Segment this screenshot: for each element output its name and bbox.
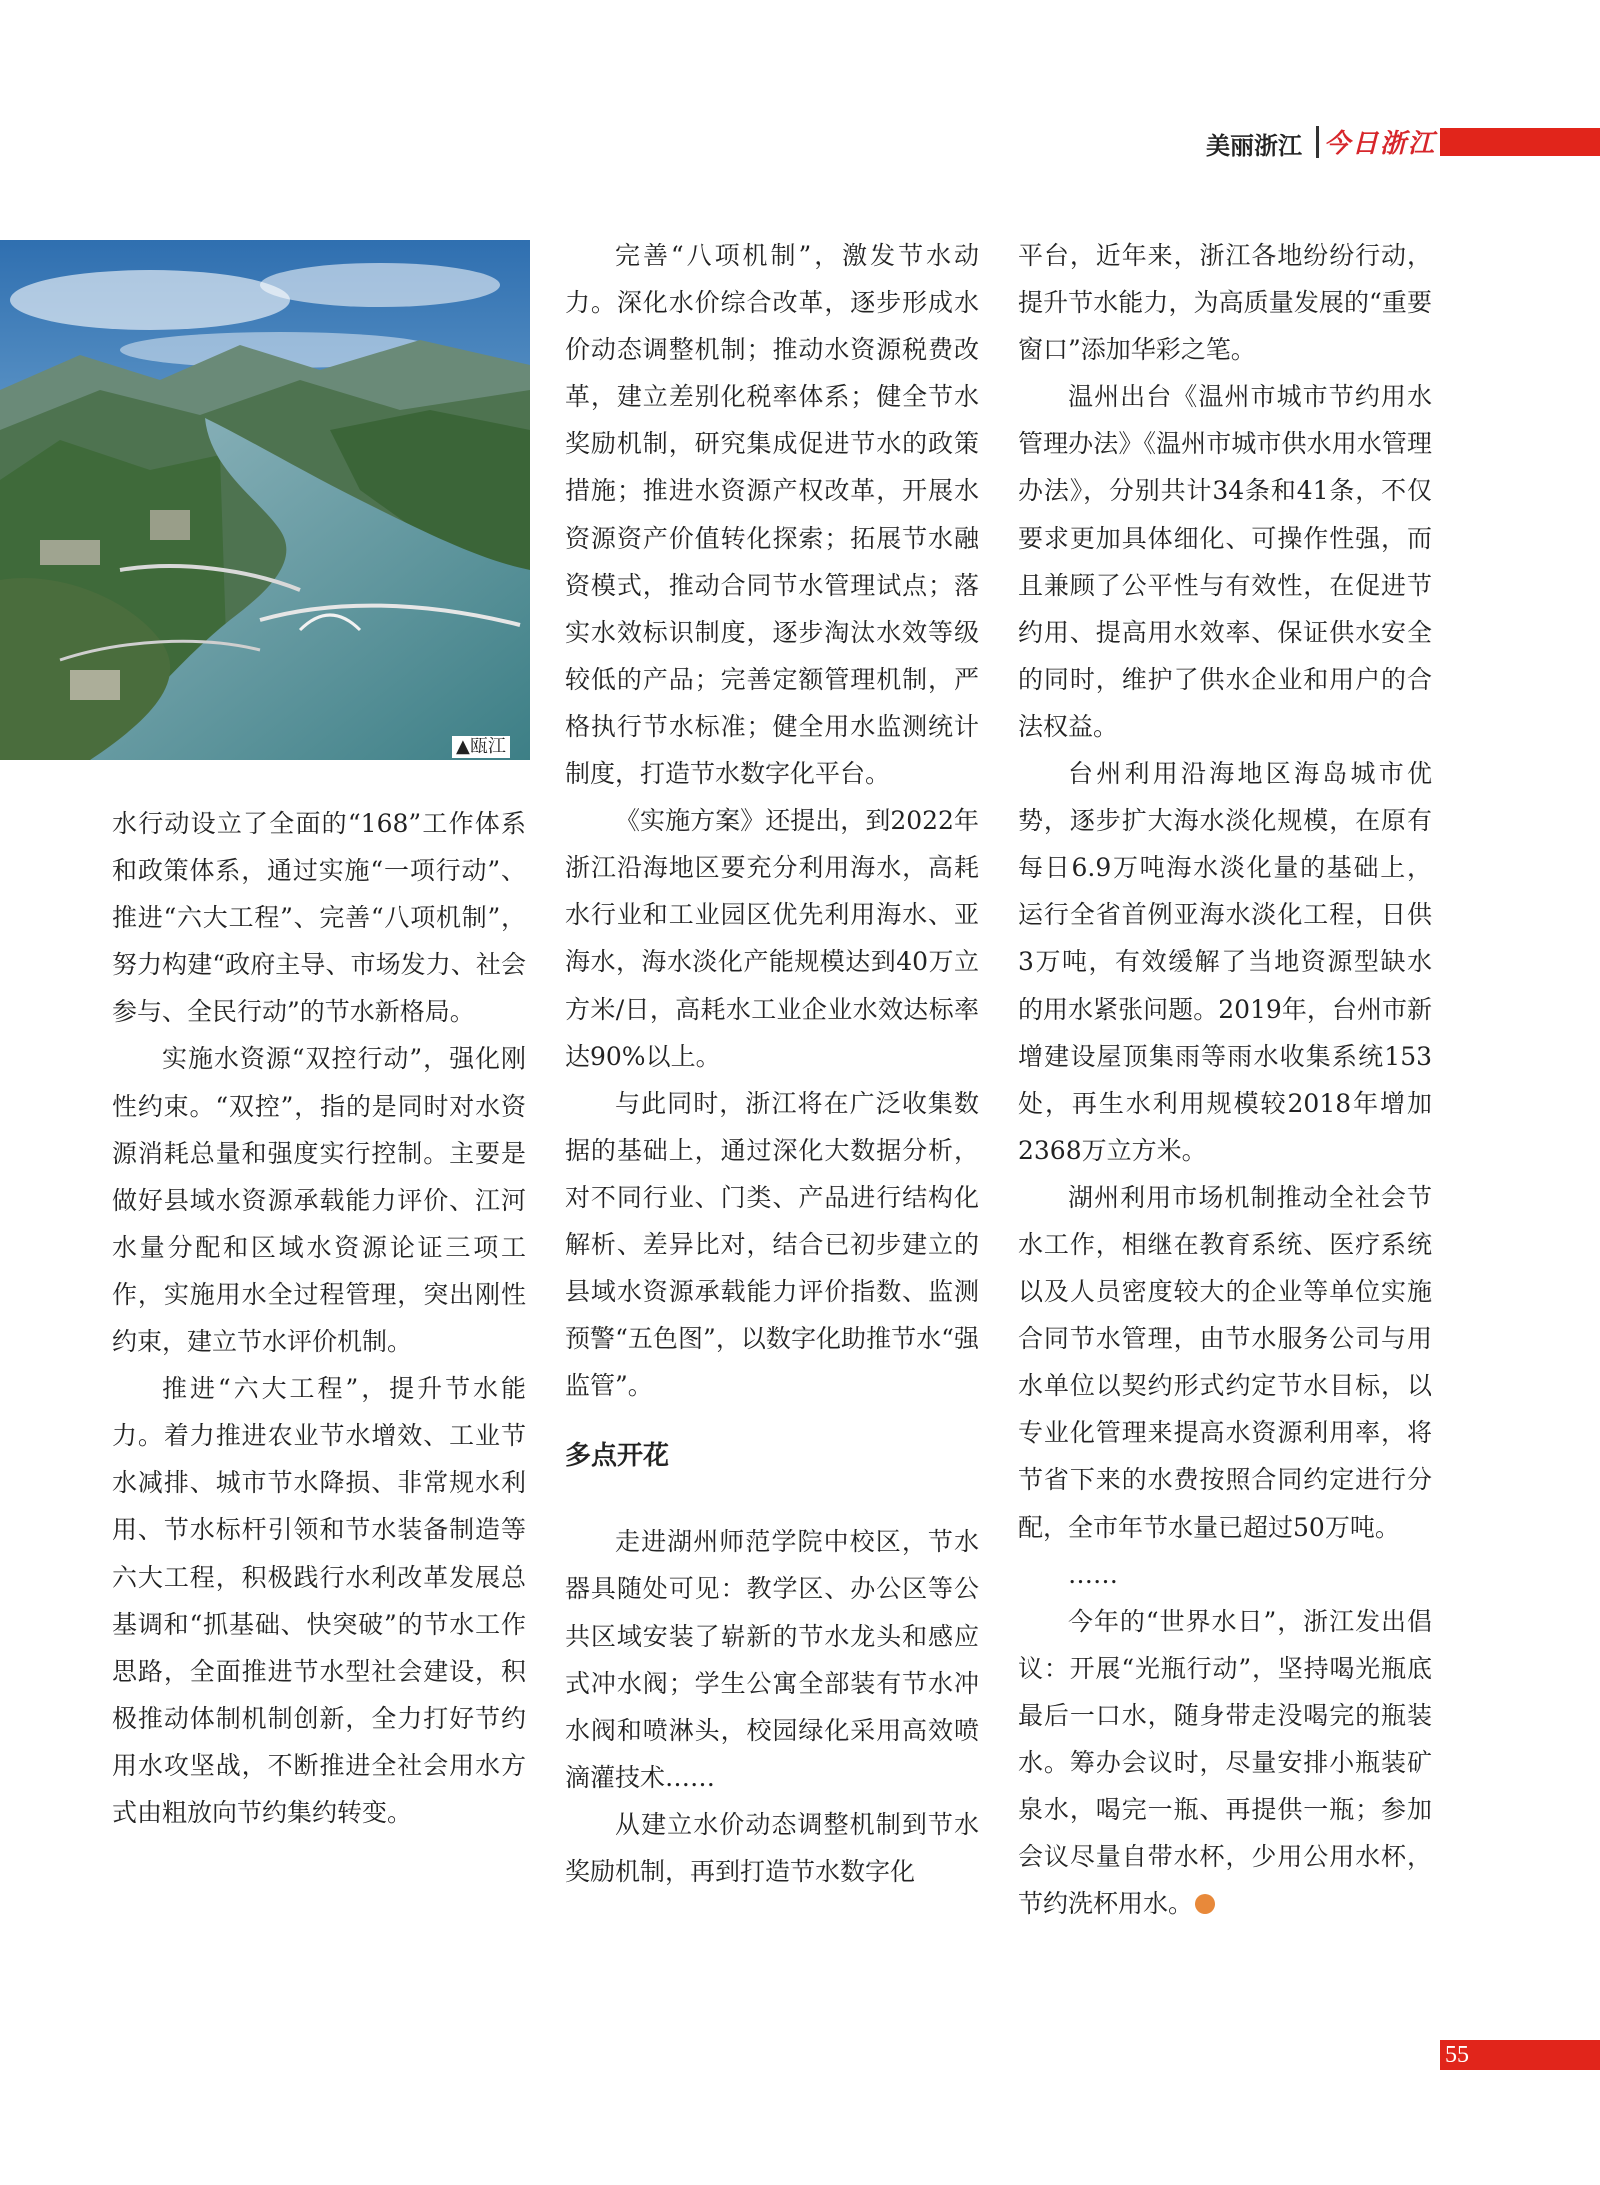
paragraph: 台州利用沿海地区海岛城市优势，逐步扩大海水淡化规模，在原有每日6.9万吨海水淡化量的基础上，运行全省首例亚海水淡化工程，日供3万吨，有效缓解了当地资源型缺水的用水紧张问题。2019年，台州市新增建设屋顶集雨等雨水收集系统153处，再生水利用规模较2018年增加2368万立方米。 [1018, 759, 1432, 1165]
section-name: 美丽浙江 [1206, 132, 1302, 160]
paragraph: 《实施方案》还提出，到2022年浙江沿海地区要充分利用海水，高耗水行业和工业园区优先利用海水、亚海水，海水淡化产能规模达到40万立方米/日，高耗水工业企业水效达标率达90%以上。 [565, 806, 979, 1071]
article-column-1 [112, 800, 526, 1836]
page-number: 55 [1445, 2042, 1469, 2068]
paragraph: 实施水资源“双控行动”，强化刚性约束。“双控”，指的是同时对水资源消耗总量和强度实行控制。主要是做好县域水资源承载能力评价、江河水量分配和区域水资源论证三项工作，实施用水全过程管理，突出刚性约束，建立节水评价机制。 [112, 1044, 526, 1357]
oujiang-aerial-photo [0, 240, 530, 760]
header-red-bar [1440, 128, 1600, 156]
paragraph: 与此同时，浙江将在广泛收集数据的基础上，通过深化大数据分析，对不同行业、门类、产品进行结构化解析、差异比对，结合已初步建立的县域水资源承载能力评价指数、监测预警“五色图”，以数字化助推节水“强监管”。 [565, 1088, 979, 1401]
paragraph: 温州出台《温州市城市节约用水管理办法》《温州市城市供水用水管理办法》，分别共计34条和41条，不仅要求更加具体细化、可操作性强，而且兼顾了公平性与有效性，在促进节约用、提高用水效率、保证供水安全的同时，维护了供水企业和用户的合法权益。 [1018, 382, 1432, 741]
article-end-icon [1195, 1894, 1215, 1914]
paragraph: 水行动设立了全面的“168”工作体系和政策体系，通过实施“一项行动”、推进“六大工程”、完善“八项机制”，努力构建“政府主导、市场发力、社会参与、全民行动”的节水新格局。 [112, 809, 526, 1027]
paragraph: 平台，近年来，浙江各地纷纷行动，提升节水能力，为高质量发展的“重要窗口”添加华彩之笔。 [1018, 241, 1432, 365]
photo-caption: ▲瓯江 [452, 736, 510, 758]
paragraph: 湖州利用市场机制推动全社会节水工作，相继在教育系统、医疗系统以及人员密度较大的企业等单位实施合同节水管理，由节水服务公司与用水单位以契约形式约定节水目标，以专业化管理来提高水资源利用率，将节省下来的水费按照合同约定进行分配，全市年节水量已超过50万吨。 [1018, 1182, 1432, 1542]
paragraph: 完善“八项机制”，激发节水动力。深化水价综合改革，逐步形成水价动态调整机制；推动水资源税费改革，建立差别化税率体系；健全节水奖励机制，研究集成促进节水的政策措施；推进水资源产权改革，开展水资源资产价值转化探索；拓展节水融资模式，推动合同节水管理试点；落实水效标识制度，逐步淘汰水效等级较低的产品；完善定额管理机制，严格执行节水标准；健全用水监测统计制度，打造节水数字化平台。 [565, 241, 979, 789]
section-subheading: 多点开花 [565, 1441, 670, 1472]
paragraph: …… [1068, 1559, 1118, 1589]
paragraph-last [1018, 1598, 1432, 1928]
magazine-logo: 今日浙江 [1324, 129, 1437, 159]
paragraph: 走进湖州师范学院中校区，节水器具随处可见：教学区、办公区等公共区域安装了崭新的节水龙头和感应式冲水阀；学生公寓全部装有节水冲水阀和喷淋头，校园绿化采用高效喷滴灌技术…… [565, 1527, 979, 1792]
paragraph-text: 今年的“世界水日”，浙江发出倡议：开展“光瓶行动”，坚持喝光瓶底最后一口水，随身带走没喝完的瓶装水。筹办会议时，尽量安排小瓶装矿泉水，喝完一瓶、再提供一瓶；参加会议尽量自带水杯，少用公用水杯，节约洗杯用水。 [1018, 1606, 1432, 1919]
article-column-2 [565, 232, 979, 1895]
page-header [0, 120, 1600, 160]
paragraph: 从建立水价动态调整机制到节水奖励机制，再到打造节水数字化 [565, 1809, 979, 1886]
header-divider [1316, 126, 1319, 158]
article-column-3 [1018, 232, 1432, 1927]
paragraph: 推进“六大工程”，提升节水能力。着力推进农业节水增效、工业节水减排、城市节水降损、非常规水利用、节水标杆引领和节水装备制造等六大工程，积极践行水利改革发展总基调和“抓基础、快突破”的节水工作思路，全面推进节水型社会建设，积极推动体制机制创新，全力打好节约用水攻坚战，不断推进全社会用水方式由粗放向节约集约转变。 [112, 1374, 526, 1827]
